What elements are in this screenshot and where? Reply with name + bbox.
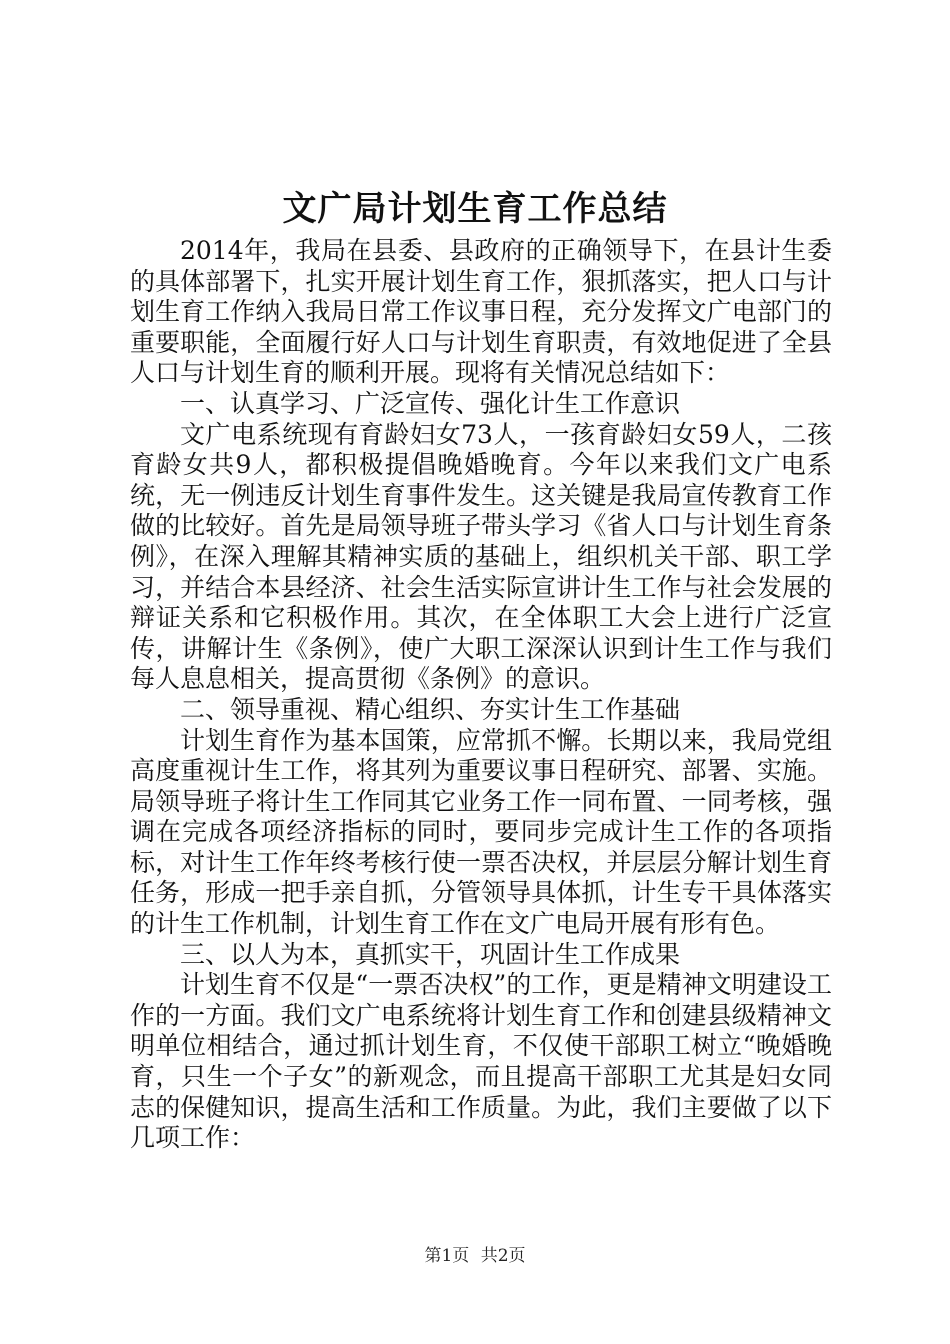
document-title: 文广局计划生育工作总结 [282, 189, 668, 229]
page-footer [0, 1244, 950, 1268]
section-heading: 一、认真学习、广泛宣传、强化计生工作意识 [180, 388, 681, 418]
section-heading: 二、领导重视、精心组织、夯实计生工作基础 [180, 694, 681, 724]
body-paragraph: 2014年，我局在县委、县政府的正确领导下，在县计生委的具体部署下，扎实开展计划生育工作，狠抓落实，把人口与计划生育工作纳入我局日常工作议事日程，充分发挥文广电部门的重要职能，全面履行好人口与计划生育职责，有效地促进了全县人口与计划生育的顺利开展。现将有关情况总结如下： [130, 236, 832, 388]
page-number: 第1页 [424, 1246, 470, 1266]
body-paragraph: 计划生育不仅是“一票否决权”的工作，更是精神文明建设工作的一方面。我们文广电系统将计划生育工作和创建县级精神文明单位相结合，通过抓计划生育，不仅使干部职工树立“晚婚晚育，只生一个子女”的新观念，而且提高干部职工尤其是妇女同志的保健知识，提高生活和工作质量。为此，我们主要做了以下几项工作： [130, 970, 832, 1153]
page-total: 共2页 [480, 1246, 526, 1266]
document-body [130, 236, 832, 1154]
body-paragraph: 文广电系统现有育龄妇女73人，一孩育龄妇女59人，二孩育龄女共9人，都积极提倡晚婚晚育。今年以来我们文广电系统，无一例违反计划生育事件发生。这关键是我局宣传教育工作做的比较好。首先是局领导班子带头学习《省人口与计划生育条例》，在深入理解其精神实质的基础上，组织机关干部、职工学习，并结合本县经济、社会生活实际宣讲计生工作与社会发展的辩证关系和它积极作用。其次，在全体职工大会上进行广泛宣传，讲解计生《条例》，使广大职工深深认识到计生工作与我们每人息息相关，提高贯彻《条例》的意识。 [130, 419, 832, 694]
section-heading: 三、以人为本，真抓实干，巩固计生工作成果 [180, 939, 681, 969]
body-paragraph: 计划生育作为基本国策，应常抓不懈。长期以来，我局党组高度重视计生工作，将其列为重要议事日程研究、部署、实施。局领导班子将计生工作同其它业务工作一同布置、一同考核，强调在完成各项经济指标的同时，要同步完成计生工作的各项指标，对计生工作年终考核行使一票否决权，并层层分解计划生育任务，形成一把手亲自抓，分管领导具体抓，计生专干具体落实的计生工作机制，计划生育工作在文广电局开展有形有色。 [130, 725, 832, 939]
